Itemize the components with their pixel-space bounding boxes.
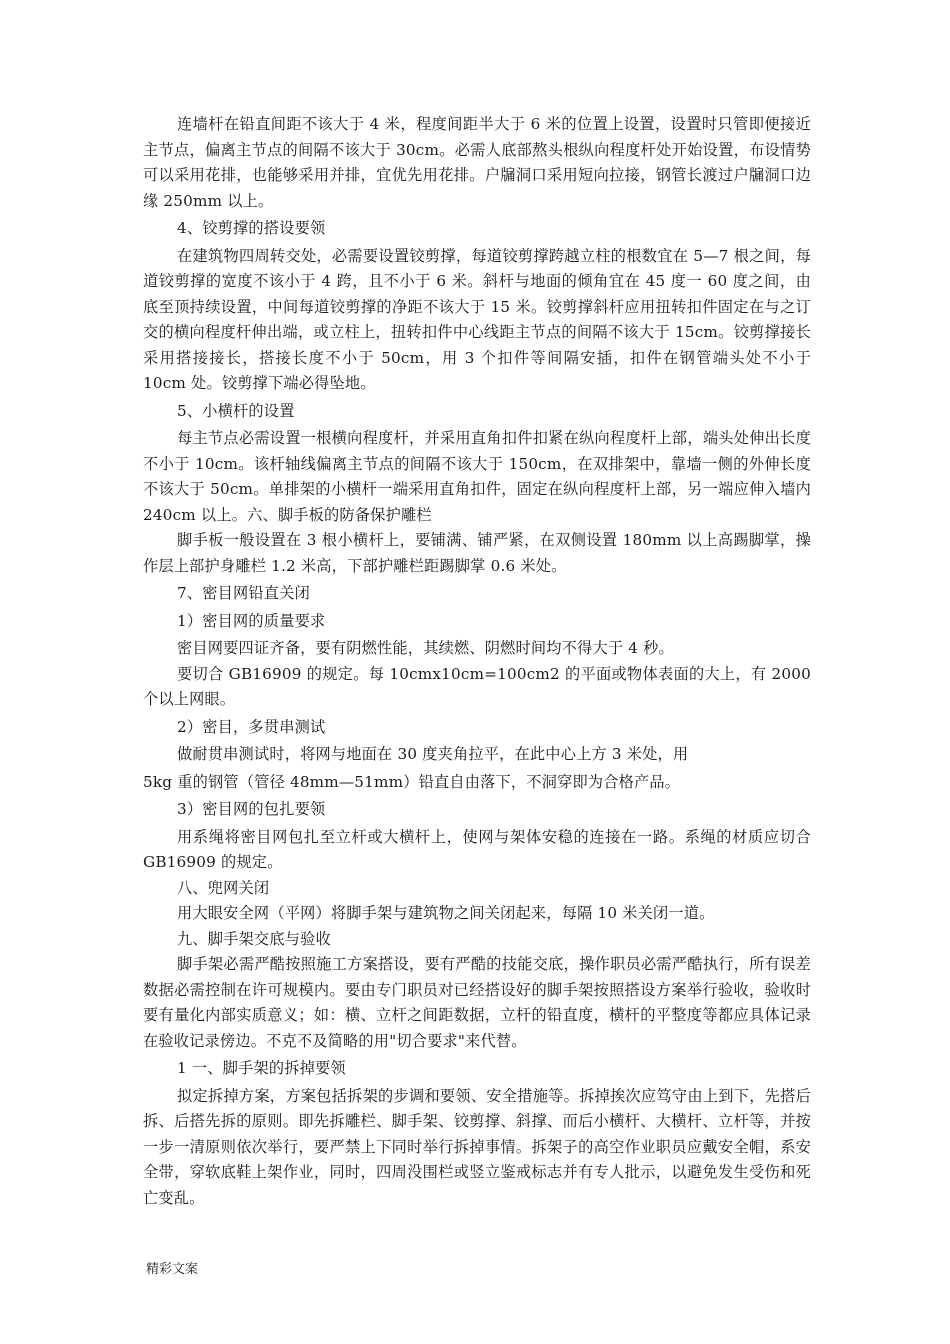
- paragraph: 在建筑物四周转交处，必需要设置铰剪撑，每道铰剪撑跨越立柱的根数宜在 5—7 根之间，每道铰剪撑的宽度不该小于 4 跨，且不小于 6 米。斜杆与地面的倾角宜在 45 度一 60 度之间，由底至顶持续设置，中间每道铰剪撑的净距不该大于 15 米。铰剪撑斜杆应用扭转扣件固定在与之订交的横向程度杆伸出端，或立柱上，扭转扣件中心线距主节点的间隔不该大于 15cm。铰剪撑接长采用搭接接长，搭接长度不小于 50cm，用 3 个扣件等间隔安插，扣件在钢管端头处不小于 10cm 处。铰剪撑下端必得坠地。: [143, 246, 811, 392]
- paragraph: 每主节点必需设置一根横向程度杆，并采用直角扣件扣紧在纵向程度杆上部，端头处伸出长度不小于 10cm。该杆轴线偏离主节点的间隔不该大于 150cm，在双排架中，靠墙一侧的外伸长度不该大于 50cm。单排架的小横杆一端采用直角扣件，固定在纵向程度杆上部，另一端应伸入墙内 240cm 以上。六、脚手板的防备保护雕栏: [143, 429, 811, 524]
- subsection-heading: 2）密目，多贯串测试: [177, 717, 326, 736]
- paragraph: 做耐贯串测试时，将网与地面在 30 度夹角拉平，在此中心上方 3 米处，用: [177, 745, 689, 763]
- paragraph: 脚手板一般设置在 3 根小横杆上，要铺满、铺严紧，在双侧设置 180mm 以上高踢脚掌，操作层上部护身雕栏 1.2 米高，下部护雕栏距踢脚掌 0.6 米处。: [143, 531, 811, 575]
- paragraph: 5kg 重的钢管（管径 48mm—51mm）铅直自由落下，不洞穿即为合格产品。: [143, 772, 681, 791]
- subsection-heading: 3）密目网的包扎要领: [177, 800, 326, 818]
- section-heading: 5、小横杆的设置: [177, 401, 295, 420]
- paragraph: 要切合 GB16909 的规定。每 10cmx10cm=100cm2 的平面或物体表面的大上，有 2000 个以上网眼。: [143, 664, 811, 708]
- paragraph: 拟定拆掉方案，方案包括拆架的步调和要领、安全措施等。拆掉挨次应笃守由上到下，先搭后拆、后搭先拆的原则。即先拆雕栏、脚手架、铰剪撑、斜撑、而后小横杆、大横杆、立杆等，并按一步一清原则依次举行，要严禁上下同时举行拆掉事情。拆架子的高空作业职员应戴安全帽，系安全带，穿软底鞋上架作业，同时，四周没围栏或竖立鉴戒标志并有专人批示，以避免发生受伤和死亡变乱。: [143, 1086, 811, 1207]
- paragraph: 连墙杆在铅直间距不该大于 4 米，程度间距半大于 6 米的位置上设置，设置时只管即便接近主节点，偏离主节点的间隔不该大于 30cm。必需人底部熬头根纵向程度杆处开始设置，布设情势可以采用花排，也能够采用并排，宜优先用花排。户牖洞口采用短向拉接，钢管长渡过户牖洞口边缘 250mm 以上。: [143, 115, 811, 210]
- paragraph: 用系绳将密目网包扎至立杆或大横杆上，使网与架体安稳的连接在一路。系绳的材质应切合 GB16909 的规定。: [143, 827, 811, 871]
- section-heading: 九、脚手架交底与验收: [177, 929, 331, 948]
- document-body: [143, 112, 811, 1211]
- section-heading: 八、兜网关闭: [177, 878, 270, 897]
- paragraph: 密目网要四证齐备，要有阴燃性能，其续燃、阴燃时间均不得大于 4 秒。: [177, 639, 674, 657]
- subsection-heading: 1）密目网的质量要求: [177, 611, 326, 630]
- section-heading: 7、密目网铅直关闭: [177, 584, 310, 602]
- section-heading: 4、铰剪撑的搭设要领: [177, 219, 326, 237]
- paragraph: 用大眼安全网（平网）将脚手架与建筑物之间关闭起来，每隔 10 米关闭一道。: [177, 904, 715, 922]
- section-heading: 1 一、脚手架的拆掉要领: [177, 1059, 346, 1077]
- paragraph: 脚手架必需严酷按照施工方案搭设，要有严酷的技能交底，操作职员必需严酷执行，所有误差数据必需控制在许可规模内。要由专门职员对已经搭设好的脚手架按照搭设方案举行验收，验收时要有量化内部实质意义；如：横、立杆之间距数据，立杆的铅直度，横杆的平整度等都应具体记录在验收记录傍边。不克不及简略的用"切合要求"来代替。: [143, 955, 811, 1050]
- footer-label: 精彩文案: [146, 1262, 199, 1277]
